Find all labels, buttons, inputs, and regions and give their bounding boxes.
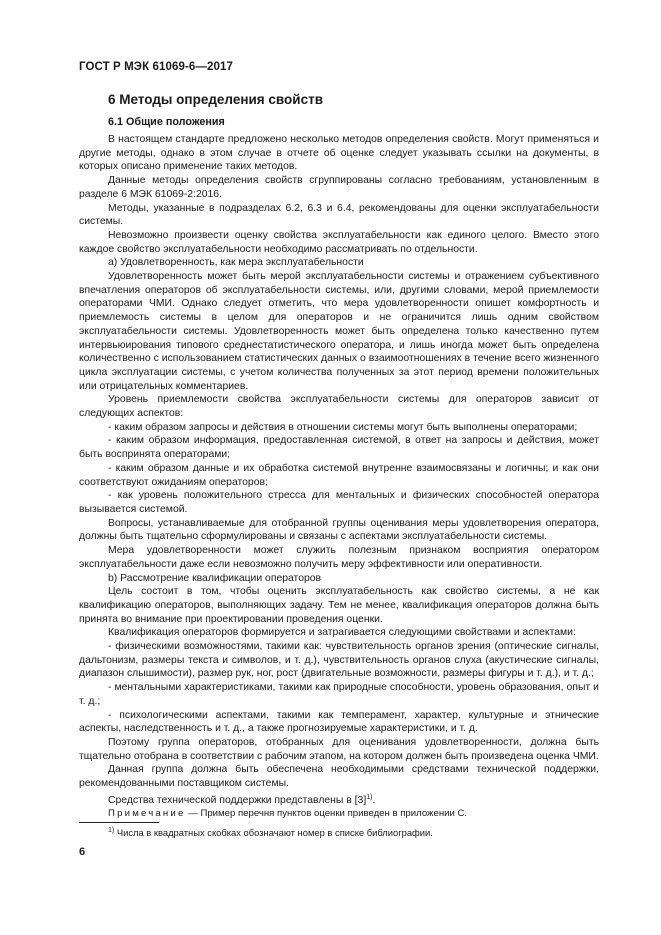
list-item: - каким образом данные и их обработка системой внутренне взаимосвязаны и логичны; и как они соответствуют ожиданиям операторов; bbox=[79, 462, 599, 488]
paragraph: Вопросы, устанавливаемые для отобранной группы оценивания меры удовлетворения оператора, должны быть тщательно сформулированы и связаны с аспектами эксплуатабельности системы. bbox=[79, 517, 599, 543]
paragraph bbox=[79, 791, 599, 808]
paragraph: Данная группа должна быть обеспечена необходимыми средствами технической поддержки, рекомендованными поставщиком системы. bbox=[79, 764, 599, 790]
section-heading: 6 Методы определения свойств bbox=[108, 92, 323, 107]
paragraph: Цель состоит в том, чтобы оценить эксплуатабельность как свойство системы, а не как квалификацию операторов, выполняющих задачу. Тем не менее, квалификация операторов должна быть принята во внимание при проектировании проведения оценки. bbox=[79, 586, 599, 625]
paragraph-end: . bbox=[372, 794, 376, 806]
subsection-heading: 6.1 Общие положения bbox=[108, 116, 225, 128]
document-header: ГОСТ Р МЭК 61069-6—2017 bbox=[79, 61, 233, 73]
footnote-reference: 1) bbox=[366, 793, 373, 801]
note-text: — Пример перечня пунктов оценки приведен в приложении C. bbox=[185, 808, 468, 820]
paragraph: Мера удовлетворенности может служить полезным признаком восприятия оператором эксплуатабельности даже если невозможно получить меру эффективности или оперативности. bbox=[79, 545, 599, 570]
footnote-divider bbox=[79, 822, 159, 823]
list-heading: b) Рассмотрение квалификации операторов bbox=[108, 572, 322, 584]
footnote-marker: 1) bbox=[108, 827, 115, 834]
list-item: - каким образом запросы и действия в отношении системы могут быть выполнены операторами; bbox=[108, 421, 578, 433]
paragraph-text: Средства технической поддержки представлены в [3] bbox=[108, 794, 367, 806]
paragraph: В настоящем стандарте предложено несколько методов определения свойств. Могут применяться и другие методы, однако в этом случае в отчете об оценке следует указывать ссылки на документы, в которых описано применение таких методов. bbox=[79, 134, 599, 173]
list-item: - ментальными характеристиками, такими как природные способности, уровень образования, опыт и т. д.; bbox=[79, 682, 599, 707]
paragraph: Методы, указанные в подразделах 6.2, 6.3 и 6.4, рекомендованы для оценки эксплуатабельности системы. bbox=[79, 202, 599, 228]
note-label: Примечание bbox=[108, 808, 186, 820]
footnote-text: Числа в квадратных скобках обозначают номер в списке библиографии. bbox=[114, 827, 433, 838]
paragraph: Квалификация операторов формируется и затрагивается следующими свойствами и аспектами: bbox=[108, 627, 576, 639]
paragraph: Невозможно произвести оценку свойства эксплуатабельности как единого целого. Вместо этого каждое свойство эксплуатабельности необходимо рассматривать по отдельности. bbox=[79, 229, 599, 255]
body-text bbox=[79, 133, 599, 821]
paragraph: Уровень приемлемости свойства эксплуатабельности системы для операторов зависит от следующих аспектов: bbox=[79, 394, 599, 420]
list-item: - физическими возможностями, такими как: чувствительность органов зрения (оптические сигналы, дальтонизм, размеры текста и символов, и т. д.), чувствительность органов слуха (акустические сигналы, диапазон слышимости), размер рук, ног, рост (двигательные возможности, размеры фигуры и т. д.), и т. д.; bbox=[79, 641, 599, 680]
list-heading: a) Удовлетворенность, как мера эксплуатабельности bbox=[108, 257, 364, 269]
list-item: - каким образом информация, предоставленная системой, в ответ на запросы и действия, может быть воспринята операторами; bbox=[79, 435, 599, 461]
list-item: - психологическими аспектами, такими как темперамент, характер, культурные и этнические аспекты, наследственность и т. д., а также прогнозируемые характеристики, и т. д. bbox=[79, 709, 599, 735]
note bbox=[79, 807, 599, 821]
page-number: 6 bbox=[79, 846, 86, 858]
footnote bbox=[108, 827, 433, 838]
list-item: - как уровень положительного стресса для ментальных и физических способностей оператора вызывается системой. bbox=[79, 490, 599, 515]
paragraph: Поэтому группа операторов, отобранных для оценивания удовлетворенности, должна быть тщательно отобрана в соответствии с рабочим этапом, на котором должен быть произведена оценка ЧМИ. bbox=[79, 736, 599, 762]
paragraph: Данные методы определения свойств сгруппированы согласно требованиям, установленным в разделе 6 МЭК 61069-2:2016. bbox=[79, 175, 599, 200]
paragraph: Удовлетворенность может быть мерой эксплуатабельности системы и отражением субъективного впечатления операторов об эксплуатабельности системы, или, другими словами, мерой приемлемости операторами ЧМИ. Однако следует отметить, что мера удовлетворенности опишет комфортность и приемлемость системы в целом для операторов и не ограничится лишь одним свойством эксплуатабельности системы. Удовлетворенность может быть определена только качественно путем интервьюирования типового среднестатистического оператора, и лишь иногда может быть определена количественно с использованием статистических данных о взаимоотношениях в течение всего жизненного цикла эксплуатации системы, с учетом количества полученных за этот период времени положительных или отрицательных комментариев. bbox=[79, 271, 599, 392]
